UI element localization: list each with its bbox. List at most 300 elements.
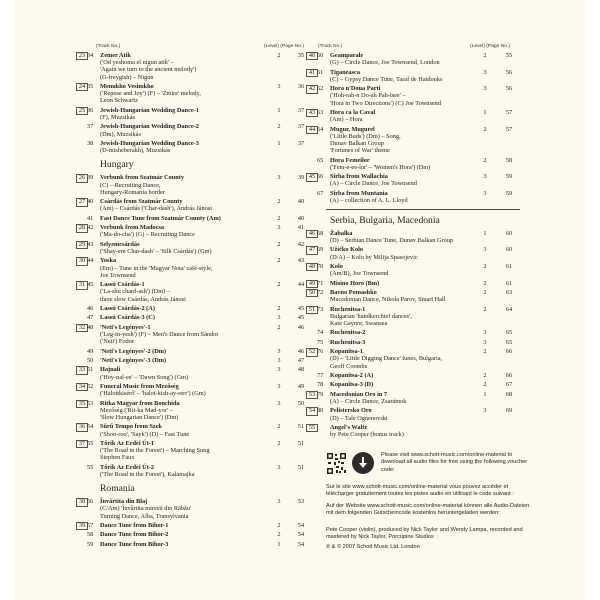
page-number: 45 <box>297 304 305 312</box>
difficulty-level: 2 <box>483 372 487 379</box>
track-entry <box>87 139 314 155</box>
tune-description: ('Repose and Joy') (F) – 'Zmire' melody, <box>100 90 201 98</box>
tune-description: (D-misheberakh), Muzsikás <box>100 147 171 155</box>
track-entry <box>308 68 520 83</box>
track-entry <box>317 329 520 337</box>
page-number: 37 <box>297 139 305 147</box>
tune-title: Tőrik Az Erdei Út-1 <box>100 439 155 447</box>
page-number: 60 <box>505 229 513 237</box>
online-text-fr: Sur le site www.schott-music.com/online-material vous pouvez accéder et télécharger gratuitement toutes les pistes audio en utilisant le code suivant : <box>326 484 514 498</box>
track-entry <box>87 540 314 548</box>
track-entry <box>317 372 520 379</box>
page-number: 43 <box>297 257 305 265</box>
track-number: 50 <box>306 289 318 297</box>
tune-description: ('The Road in the Forest') – Marching Song <box>100 447 210 455</box>
tune-number: 77 <box>317 372 324 379</box>
tune-description: ('Hoh-rah-n Do-ah Pah-tsee' – <box>330 92 406 100</box>
track-number: 26 <box>76 174 88 182</box>
tune-description: Turning Dance, Alba, Transylvania <box>100 512 189 520</box>
track-entry <box>87 531 314 539</box>
page-number: 45 <box>297 314 305 322</box>
tune-title: Kolo <box>330 263 343 271</box>
track-number: 23 <box>76 52 88 60</box>
difficulty-level: 2 <box>483 381 487 389</box>
track-entry <box>78 240 314 255</box>
tune-number: 72 <box>317 289 324 297</box>
track-number: 27 <box>76 198 88 206</box>
difficulty-level: 2 <box>277 240 281 248</box>
tune-title: Sűrű Tempo from Szek <box>100 423 162 431</box>
tune-number: 79 <box>317 390 324 398</box>
tune-title: Zemer Atik <box>100 52 131 59</box>
tune-description: 'Hora in Two Directions') (C) Joe Townsend <box>330 99 441 107</box>
difficulty-level: 3 <box>483 246 487 254</box>
track-number: 30 <box>76 257 88 265</box>
tune-number: 41 <box>87 214 94 222</box>
difficulty-level: 2 <box>483 263 487 271</box>
tune-title: Geamparale <box>330 52 364 59</box>
tune-description: ('Leg-in-yesh') (F) – Men's Dance from Sándor <box>100 330 219 338</box>
difficulty-level: 3 <box>277 382 281 390</box>
tune-number: 67 <box>317 189 324 197</box>
tune-title: Hora ca la Caval <box>330 108 376 116</box>
page-number: 35 <box>297 52 305 59</box>
tune-number: 58 <box>87 531 94 539</box>
page-number: 51 <box>297 423 305 431</box>
track-number: 53 <box>306 391 318 399</box>
tune-title: Ruchenitsa-3 <box>330 338 366 346</box>
section-heading: Serbia, Bulgaria, Macedonia <box>330 214 440 226</box>
tune-number: 36 <box>87 106 94 114</box>
tune-number: 51 <box>87 366 94 374</box>
tune-title: Žabalka <box>330 229 353 237</box>
tune-description: (Am) – Csárdás ('Char-dash'), András Jánosi <box>100 205 212 213</box>
page-number: 46 <box>297 323 305 331</box>
page-number: 59 <box>505 173 513 181</box>
page-number: 54 <box>297 540 305 548</box>
difficulty-level: 2 <box>483 279 487 287</box>
tune-title: Dance Tune from Bihor-1 <box>100 521 169 529</box>
page-number: 66 <box>505 372 513 379</box>
tune-title: Tőrik Az Erdei Út-2 <box>100 463 155 471</box>
tune-number: 34 <box>87 52 94 59</box>
tune-number: 47 <box>87 314 94 322</box>
difficulty-level: 2 <box>483 305 487 313</box>
track-number: 24 <box>76 83 88 91</box>
page-number: 55 <box>505 52 513 59</box>
tune-description: (D) – 'Little Digging Dance' tunes, Bulgaria, <box>330 355 443 363</box>
difficulty-level: 2 <box>483 348 487 356</box>
page-number: 56 <box>505 85 513 93</box>
track-entry <box>87 214 314 222</box>
page-number: 61 <box>505 279 513 287</box>
tune-description: three slow Csárdás, András Jánosi <box>100 295 186 303</box>
difficulty-level: 3 <box>277 399 281 407</box>
tune-description: (G) – Circle Dance, Joe Townsend, London <box>330 59 440 67</box>
tune-title: Învârtita din Blaj <box>100 498 148 506</box>
tune-title: Ritka Magyar from Bonchida <box>100 399 180 407</box>
tune-description: Joe Townsend <box>100 271 136 279</box>
tune-title: Lassú Csárdás-2 (A) <box>100 304 155 312</box>
track-number: 28 <box>76 224 88 232</box>
track-entry <box>78 52 314 81</box>
tune-number: 69 <box>317 246 324 254</box>
track-number: 47 <box>306 246 318 254</box>
page-number: 66 <box>505 348 513 356</box>
track-entry <box>317 189 520 204</box>
tune-description: Hungary-Romania border <box>100 188 165 196</box>
page-number: 37 <box>297 106 305 114</box>
track-entry <box>78 198 314 213</box>
track-entry <box>78 323 314 346</box>
tune-description: Geoff Coombs <box>330 362 368 370</box>
tune-number: 55 <box>87 463 94 471</box>
page-number: 44 <box>297 281 305 289</box>
difficulty-level: 1 <box>277 139 281 147</box>
tune-description: (Am) – Hora <box>330 116 363 124</box>
tune-description: (Em) – Tune in the 'Magyar Nota' café-style, <box>100 264 213 272</box>
track-number: 48 <box>306 263 318 271</box>
difficulty-level: 3 <box>277 463 281 471</box>
track-entry <box>87 304 314 312</box>
tune-title: Dance Tune from Bihor-2 <box>100 531 169 539</box>
tune-number: 63 <box>317 108 324 116</box>
tune-description: 'Slow Hungarian Dance') (Dm) <box>100 413 179 421</box>
tune-number: 65 <box>317 156 324 164</box>
track-entry <box>308 52 520 67</box>
online-text-en: Please visit www.schott-music.com/online-material to download all audio files for free using the following voucher code: <box>381 452 528 473</box>
tune-number: 54 <box>87 423 94 431</box>
difficulty-level: 2 <box>483 289 487 297</box>
difficulty-level: 2 <box>483 52 487 59</box>
difficulty-level: 1 <box>483 108 487 116</box>
difficulty-level: 1 <box>277 106 281 114</box>
left-level-header: (Level) (Page No.) <box>264 44 304 49</box>
page-number: 68 <box>505 390 513 398</box>
track-entry <box>308 173 520 188</box>
tune-title: Csárdás from Szatmár County <box>100 198 183 206</box>
difficulty-level: 2 <box>483 156 487 164</box>
track-number: 35 <box>76 400 88 408</box>
tune-number: 56 <box>87 498 94 506</box>
track-entry <box>308 348 520 370</box>
difficulty-level: 2 <box>277 423 281 431</box>
tune-number: 61 <box>317 68 324 76</box>
page-number: 42 <box>297 240 305 248</box>
track-entry <box>308 289 520 304</box>
page-number: 56 <box>505 68 513 76</box>
tune-title: Sîrba from Wallachia <box>330 173 388 181</box>
page-number: 54 <box>297 521 305 529</box>
difficulty-level: 3 <box>277 314 281 322</box>
track-number: 44 <box>306 126 318 134</box>
tune-title: 'Neti's Legényes'-1 <box>100 323 151 331</box>
track-number: 38 <box>76 498 88 506</box>
tune-title: Verbunk from Szatmár County <box>100 174 185 182</box>
track-number: 25 <box>76 107 88 115</box>
track-number: 29 <box>76 241 88 249</box>
tune-number: 49 <box>87 347 94 355</box>
difficulty-level: 3 <box>483 189 487 197</box>
difficulty-level: 2 <box>277 304 281 312</box>
credits-text: Pete Cooper (violin), produced by Nick Taylor and Wendy Lampa, recorded and mastered by Nick Taylor, Porcupine Studios <box>326 527 523 541</box>
page-number: 53 <box>297 498 305 506</box>
difficulty-level: 1 <box>483 390 487 398</box>
tune-description: Dunav Balkan Group <box>330 139 384 147</box>
tune-title: Jewish-Hungarian Wedding Dance-3 <box>100 139 199 147</box>
right-track-header: (Track No.) <box>318 44 343 49</box>
tune-description: (D) – Serbian Dance Tune, Dunav Balkan Group <box>330 237 454 245</box>
tune-number: 42 <box>87 224 94 232</box>
tune-description: (Am/B), Joe Townsend <box>330 270 389 278</box>
tune-title: Bavno Pomashko <box>330 289 377 297</box>
tune-description: Macedonian Dance, Nikola Parov, Stuart Hall <box>330 296 446 304</box>
tune-number: 44 <box>87 257 94 265</box>
tune-description: 'Fortunes of War' theme <box>330 147 390 155</box>
tune-description: (C) – Recruiting Dance, <box>100 181 161 189</box>
track-number: 40 <box>306 52 318 60</box>
section-heading: Romania <box>100 483 135 495</box>
difficulty-level: 3 <box>483 338 487 346</box>
tune-title: Hora Femeilor <box>330 156 370 164</box>
track-number: 46 <box>306 230 318 238</box>
page-number: 64 <box>505 305 513 313</box>
tune-description: ('Shay-em Char-dash' – 'Silk Csárdás') (Gm) <box>100 247 212 255</box>
track-entry <box>78 224 314 239</box>
tune-description: 'Again we turn to the ancient melody') <box>100 66 197 74</box>
page-number: 36 <box>297 83 305 90</box>
tune-title: Sîrba from Muntania <box>330 189 388 197</box>
track-entry <box>78 399 314 422</box>
difficulty-level: 3 <box>277 224 281 232</box>
track-entry <box>317 156 520 171</box>
difficulty-level: 2 <box>277 198 281 206</box>
track-entry <box>78 366 314 381</box>
tune-description: (C) – Gypsy Dance Tune, Taraf de Haidouks <box>330 75 443 83</box>
tune-description: by Pete Cooper (bonus track) <box>330 431 404 439</box>
track-entry <box>78 498 314 520</box>
tune-number: 57 <box>87 521 94 529</box>
tune-description: ('La-shu chard-ash') (Dm) – <box>100 288 170 296</box>
tune-description: Bulgarian 'handkerchief dances', <box>330 312 412 320</box>
track-entry <box>308 263 520 278</box>
page-number: 48 <box>297 366 305 374</box>
tune-title: Selyemcsárdás <box>100 240 140 248</box>
tune-description: (D) – Tale Ognenovski <box>330 414 388 422</box>
page-number: 59 <box>505 189 513 197</box>
tune-number: 74 <box>317 329 324 337</box>
difficulty-level: 2 <box>277 52 281 59</box>
difficulty-level: 2 <box>483 125 487 133</box>
difficulty-level: 3 <box>483 68 487 76</box>
difficulty-level: 2 <box>277 521 281 529</box>
page-number: 40 <box>297 214 305 222</box>
track-entry <box>308 305 520 328</box>
track-entry <box>87 463 314 478</box>
tune-description: ('Od yeshoma el nigun atik' – <box>100 59 174 67</box>
tune-title: 'Neti's Legényes'-2 (Dm) <box>100 347 167 355</box>
tune-number: 62 <box>317 85 324 93</box>
tune-number: 73 <box>317 305 324 313</box>
tune-number: 38 <box>87 139 94 147</box>
difficulty-level: 2 <box>277 531 281 539</box>
track-entry <box>317 381 520 389</box>
tune-title: Užičko Kolo <box>330 246 364 254</box>
tune-description: (F), Muzsikás <box>100 114 135 121</box>
track-entry <box>87 123 314 138</box>
page-number: 61 <box>505 263 513 271</box>
tune-number: 64 <box>317 125 324 133</box>
download-icon <box>352 452 374 474</box>
track-entry <box>317 338 520 346</box>
tune-description: ('Halottkisérő' – 'halot-kish-ay-rerr') (Gm) <box>100 390 206 398</box>
tune-title: Lassú Csárdás-1 <box>100 281 145 289</box>
page-number: 51 <box>297 463 305 471</box>
difficulty-level: 3 <box>483 85 487 93</box>
tune-number: 70 <box>317 263 324 271</box>
tune-title: Jewish-Hungarian Wedding Dance-2 <box>100 123 199 131</box>
tune-number: 68 <box>317 229 324 237</box>
page-number: 40 <box>297 198 305 206</box>
tune-title: Angel's Waltz <box>330 423 368 431</box>
difficulty-level: 2 <box>277 323 281 331</box>
track-number: 43 <box>306 109 318 117</box>
track-entry <box>78 281 314 303</box>
difficulty-level: 3 <box>277 347 281 355</box>
track-entry <box>78 382 314 398</box>
tune-title: 'Neti's Legényes'-3 (Dm) <box>100 356 167 364</box>
difficulty-level: 2 <box>277 123 281 131</box>
tune-title: Jewish-Hungarian Wedding Dance-1 <box>100 106 199 114</box>
tune-title: Menukho Vesimkho <box>100 83 154 90</box>
tune-title: Hora n'Doua Parti <box>330 85 381 93</box>
qr-code-icon <box>326 452 347 475</box>
page-number: 50 <box>297 399 305 407</box>
tune-title: Funeral Music from Mezőség <box>100 382 179 390</box>
track-number: 37 <box>76 440 88 448</box>
tune-title: Tiganeasca <box>330 68 360 76</box>
difficulty-level: 2 <box>277 257 281 265</box>
track-number: 33 <box>76 366 88 374</box>
left-track-header: (Track No.) <box>96 44 121 49</box>
tune-description: ('Fem-e-ee-lor' – 'Women's Hora') (Dm) <box>330 163 431 171</box>
page-number: 58 <box>505 156 513 164</box>
page-number: 65 <box>505 338 513 346</box>
track-entry <box>87 356 314 364</box>
track-entry <box>78 257 314 279</box>
page-number: 51 <box>297 439 305 447</box>
tune-number: 37 <box>87 123 94 131</box>
difficulty-level: 3 <box>277 83 281 90</box>
track-list-left <box>78 52 314 550</box>
tune-description: Mezőség ('Rit-ka Mad-yor' – <box>100 406 173 414</box>
tune-title: Mugur, Mugurel <box>330 125 375 133</box>
track-entry <box>78 83 314 105</box>
section-divider <box>326 209 520 210</box>
right-level-header: (Level) (Page No.) <box>470 44 510 49</box>
difficulty-level: 3 <box>277 498 281 506</box>
track-number: 52 <box>306 348 318 356</box>
page-number: 57 <box>505 108 513 116</box>
track-number: 54 <box>306 407 318 415</box>
page-number: 67 <box>505 381 513 389</box>
tune-description: (G-freygish) – Nigun <box>100 73 154 81</box>
track-entry <box>308 407 520 422</box>
tune-description: Leon Schwartz <box>100 97 138 105</box>
track-entry <box>308 125 520 155</box>
page-number: 46 <box>297 347 305 355</box>
tune-title: Lassú Csárdás-3 (C) <box>100 314 155 322</box>
track-entry <box>78 174 314 196</box>
tune-description: Stephen Faux <box>100 454 135 462</box>
difficulty-level: 2 <box>277 281 281 289</box>
tune-number: 71 <box>317 279 324 287</box>
track-entry <box>308 108 520 124</box>
tune-title: Verbunk from Madocsa <box>100 224 165 232</box>
track-number: 32 <box>76 324 88 332</box>
tune-number: 78 <box>317 381 324 389</box>
track-entry <box>308 229 520 245</box>
tune-title: Ruchenitsa-2 <box>330 329 366 337</box>
tune-number: 43 <box>87 240 94 248</box>
page-number: 54 <box>297 531 305 539</box>
difficulty-level: 1 <box>277 540 281 548</box>
tune-title: Pelistersko Oro <box>330 407 372 415</box>
track-entry <box>308 85 520 107</box>
track-entry <box>78 423 314 438</box>
tune-number: 50 <box>87 356 94 364</box>
tune-description: ('The Road in the Forest'), Kalamajka <box>100 470 195 478</box>
tune-number: 40 <box>87 198 94 206</box>
track-number: 31 <box>76 281 88 289</box>
difficulty-level: 3 <box>277 174 281 182</box>
tune-number: 52 <box>87 382 94 390</box>
online-material-en <box>381 452 533 476</box>
tune-description: (D/A) – Kolo by Milija Spasojevic <box>330 253 418 261</box>
page-number: 47 <box>297 356 305 364</box>
tune-title: Ruchenitsa-1 <box>330 305 366 313</box>
tune-description: (Dm), Muzsikás <box>100 130 141 138</box>
difficulty-level: 2 <box>277 439 281 447</box>
page-number: 65 <box>505 329 513 337</box>
tune-number: 59 <box>87 540 94 548</box>
tune-number: 39 <box>87 174 94 182</box>
tune-title: Macedonian Oro in 7 <box>330 390 388 398</box>
tune-title: Kopanitsa-2 (A) <box>330 372 374 379</box>
tune-title: Fast Dance Tune from Szatmár County (Am) <box>100 214 221 222</box>
page-number: 41 <box>297 224 305 232</box>
tune-description: (C/Am) 'Învârtita miresii din Răbău' <box>100 505 192 513</box>
track-entry <box>78 521 314 529</box>
track-number: 34 <box>76 383 88 391</box>
page-number: 57 <box>505 125 513 133</box>
track-entry <box>78 439 314 462</box>
difficulty-level: 3 <box>483 329 487 337</box>
tune-number: 76 <box>317 348 324 356</box>
tune-title: Dance Tune from Bihor-3 <box>100 540 169 548</box>
tune-number: 66 <box>317 173 324 181</box>
booklet-page <box>14 0 586 600</box>
tune-number: 55 <box>87 439 94 447</box>
page-number: 60 <box>505 246 513 254</box>
difficulty-level: 3 <box>483 173 487 181</box>
track-list-right <box>308 52 520 441</box>
tune-description: (A) – Circle Dance, Zsarátnok <box>330 397 407 405</box>
section-heading: Hungary <box>100 159 134 171</box>
track-entry <box>308 390 520 405</box>
difficulty-level: 2 <box>277 214 281 222</box>
difficulty-level: 3 <box>277 366 281 374</box>
